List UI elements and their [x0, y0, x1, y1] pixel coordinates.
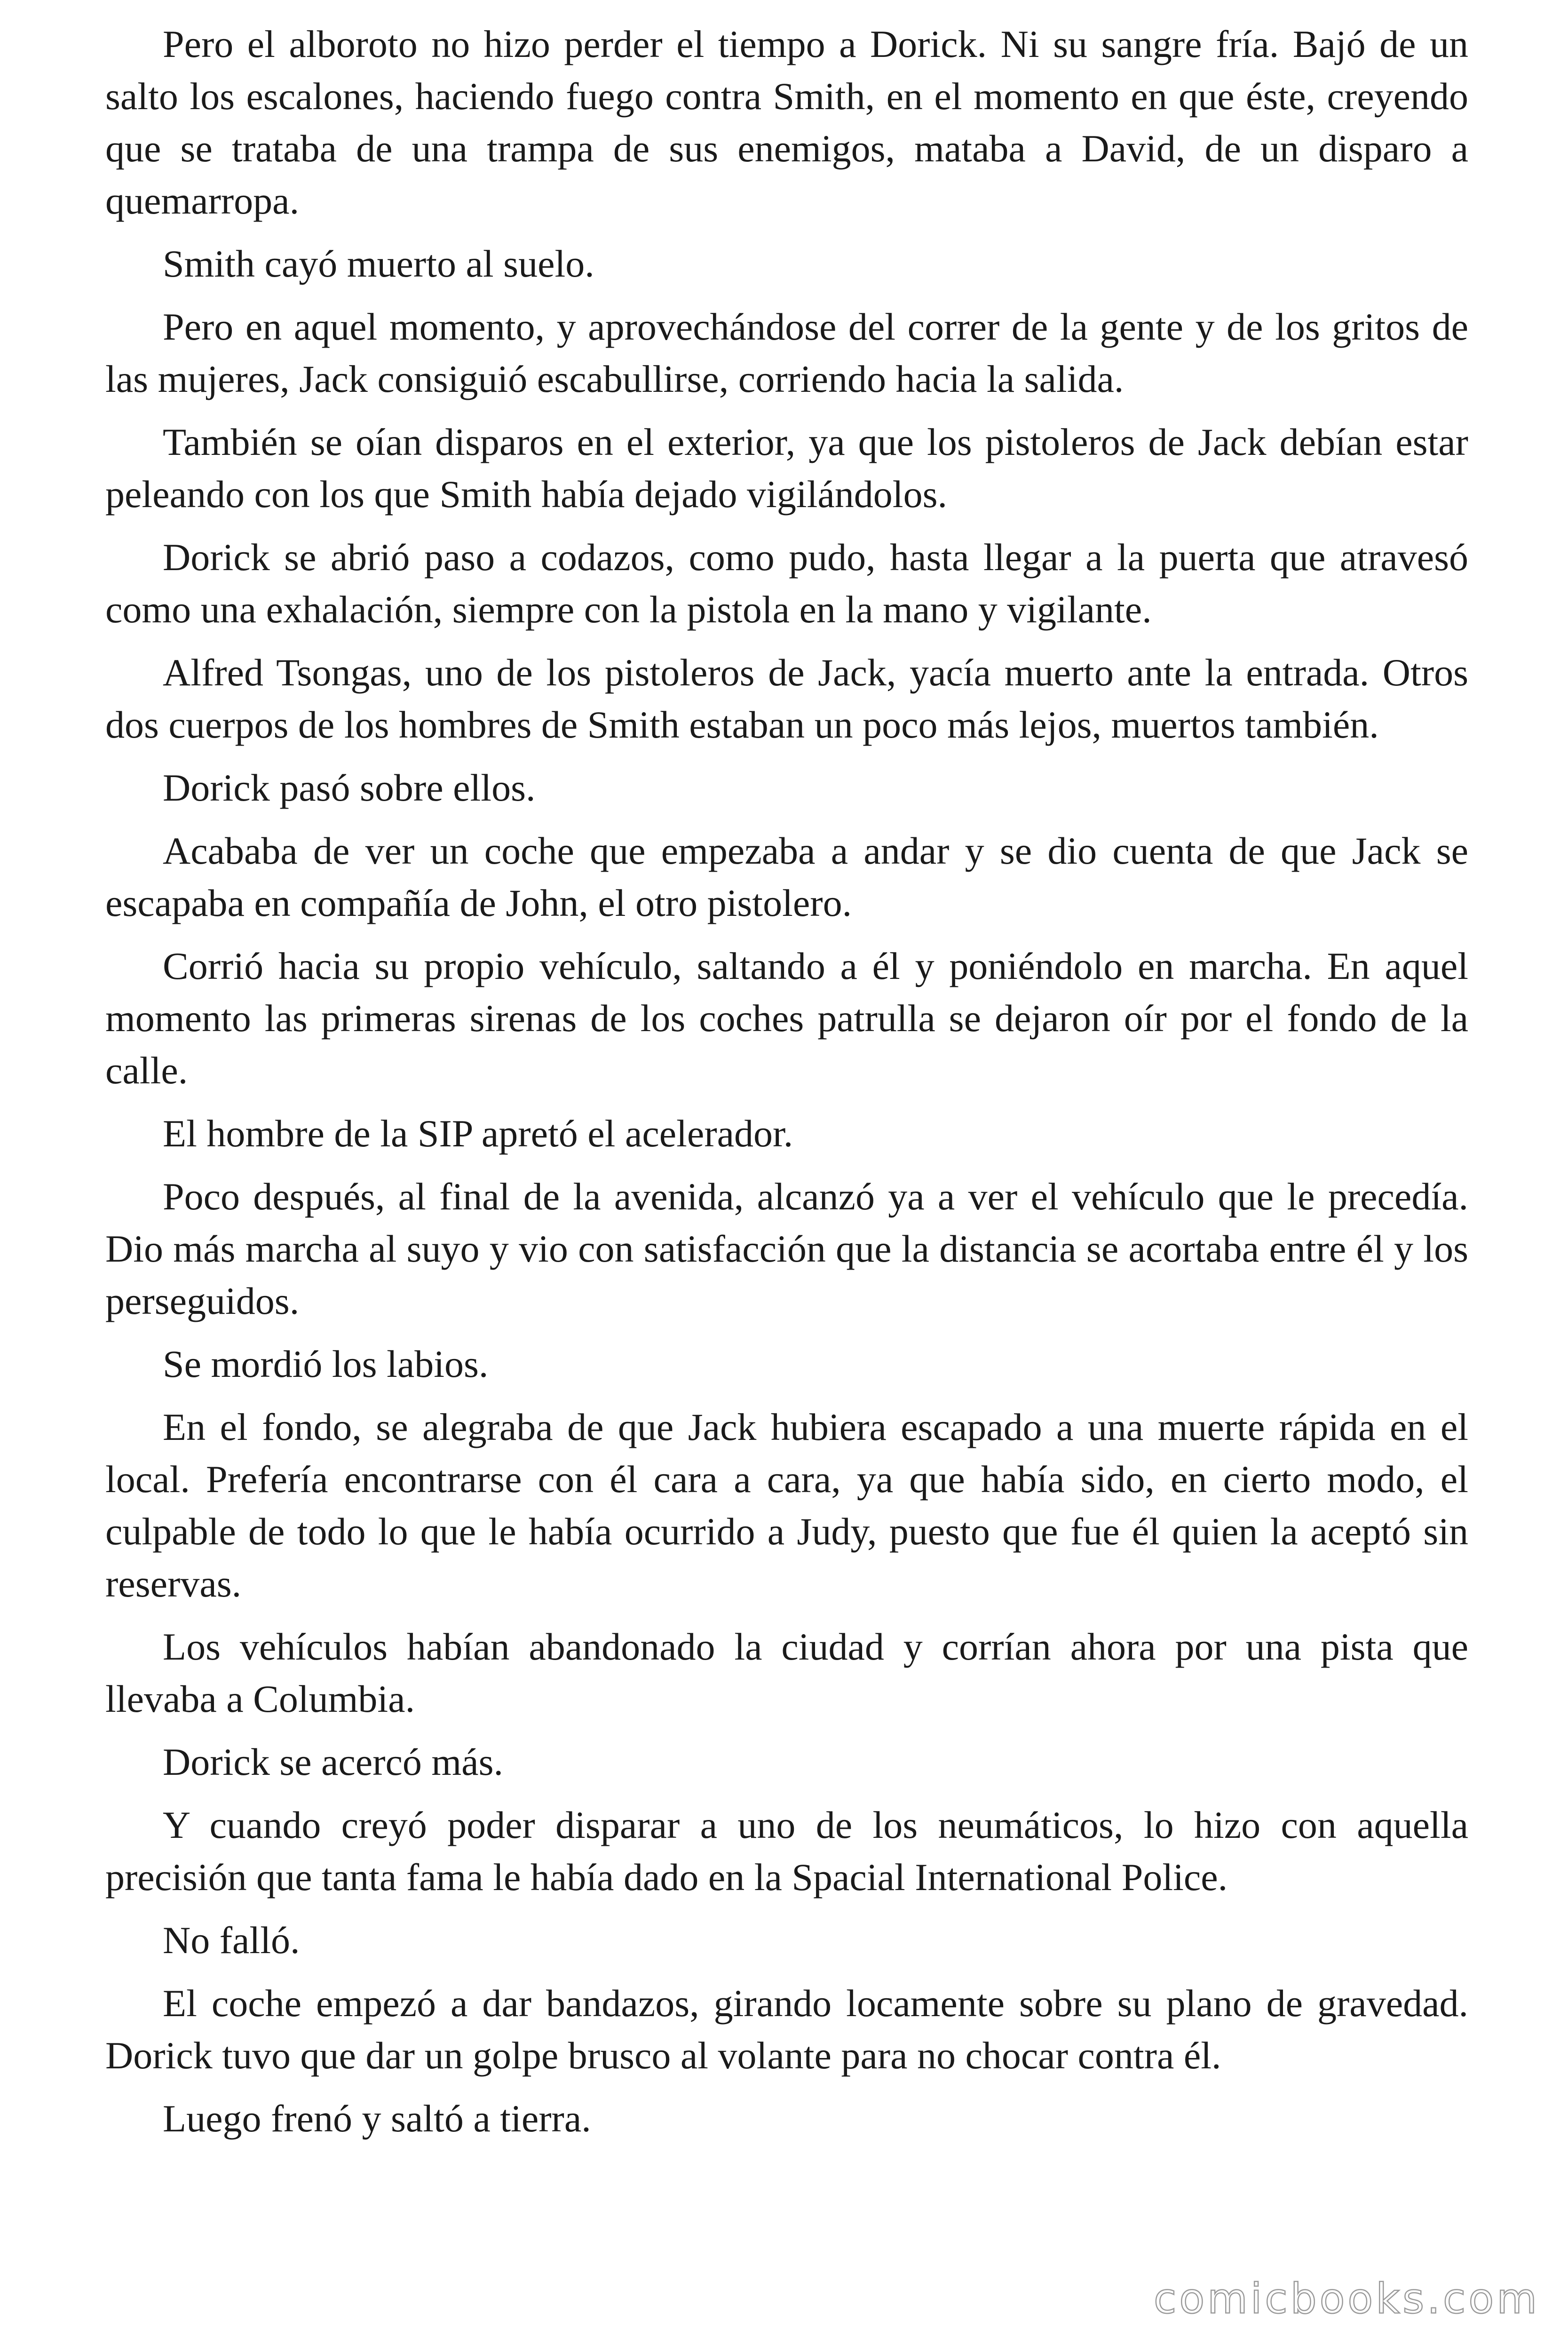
- paragraph: Y cuando creyó poder disparar a uno de los neumáticos, lo hizo con aquella precisión que tanta fama le había dado en la Spacial International Police.: [105, 1804, 1468, 1899]
- watermark: comicbooks.com: [1153, 2274, 1540, 2323]
- paragraph: El coche empezó a dar bandazos, girando locamente sobre su plano de gravedad. Dorick tuvo que dar un golpe brusco al volante para no chocar contra él.: [105, 1982, 1468, 2077]
- paragraph: En el fondo, se alegraba de que Jack hubiera escapado a una muerte rápida en el local. Prefería encontrarse con él cara a cara, ya que había sido, en cierto modo, el culpable de todo lo que le había ocurrido a Judy, puesto que fue él quien la aceptó sin reservas.: [105, 1406, 1468, 1605]
- body-text: [105, 18, 1468, 2155]
- paragraph: Luego frenó y saltó a tierra.: [163, 2097, 591, 2140]
- paragraph: Se mordió los labios.: [163, 1343, 489, 1385]
- paragraph: También se oían disparos en el exterior, ya que los pistoleros de Jack debían estar peleando con los que Smith había dejado vigilándolos.: [105, 421, 1468, 516]
- paragraph: Acababa de ver un coche que empezaba a andar y se dio cuenta de que Jack se escapaba en compañía de John, el otro pistolero.: [105, 829, 1468, 924]
- paragraph: No falló.: [163, 1919, 300, 1962]
- paragraph: Dorick se acercó más.: [163, 1740, 503, 1783]
- paragraph: Los vehículos habían abandonado la ciudad y corrían ahora por una pista que llevaba a Columbia.: [105, 1625, 1468, 1720]
- paragraph: El hombre de la SIP apretó el acelerador.: [163, 1112, 793, 1155]
- paragraph: Corrió hacia su propio vehículo, saltando a él y poniéndolo en marcha. En aquel momento las primeras sirenas de los coches patrulla se dejaron oír por el fondo de la calle.: [105, 945, 1468, 1092]
- paragraph: Poco después, al final de la avenida, alcanzó ya a ver el vehículo que le precedía. Dio más marcha al suyo y vio con satisfacción que la distancia se acortaba entre él y los perseguidos.: [105, 1175, 1468, 1322]
- paragraph: Dorick pasó sobre ellos.: [163, 766, 536, 809]
- paragraph: Pero en aquel momento, y aprovechándose del correr de la gente y de los gritos de las mujeres, Jack consiguió escabullirse, corriendo hacia la salida.: [105, 305, 1468, 400]
- paragraph: Alfred Tsongas, uno de los pistoleros de Jack, yacía muerto ante la entrada. Otros dos cuerpos de los hombres de Smith estaban un poco más lejos, muertos también.: [105, 651, 1468, 746]
- paragraph: Smith cayó muerto al suelo.: [163, 242, 594, 285]
- paragraph: Dorick se abrió paso a codazos, como pudo, hasta llegar a la puerta que atravesó como una exhalación, siempre con la pistola en la mano y vigilante.: [105, 536, 1468, 631]
- paragraph: Pero el alboroto no hizo perder el tiempo a Dorick. Ni su sangre fría. Bajó de un salto los escalones, haciendo fuego contra Smith, en el momento en que éste, creyendo que se trataba de una trampa de sus enemigos, mataba a David, de un disparo a quemarropa.: [105, 23, 1468, 222]
